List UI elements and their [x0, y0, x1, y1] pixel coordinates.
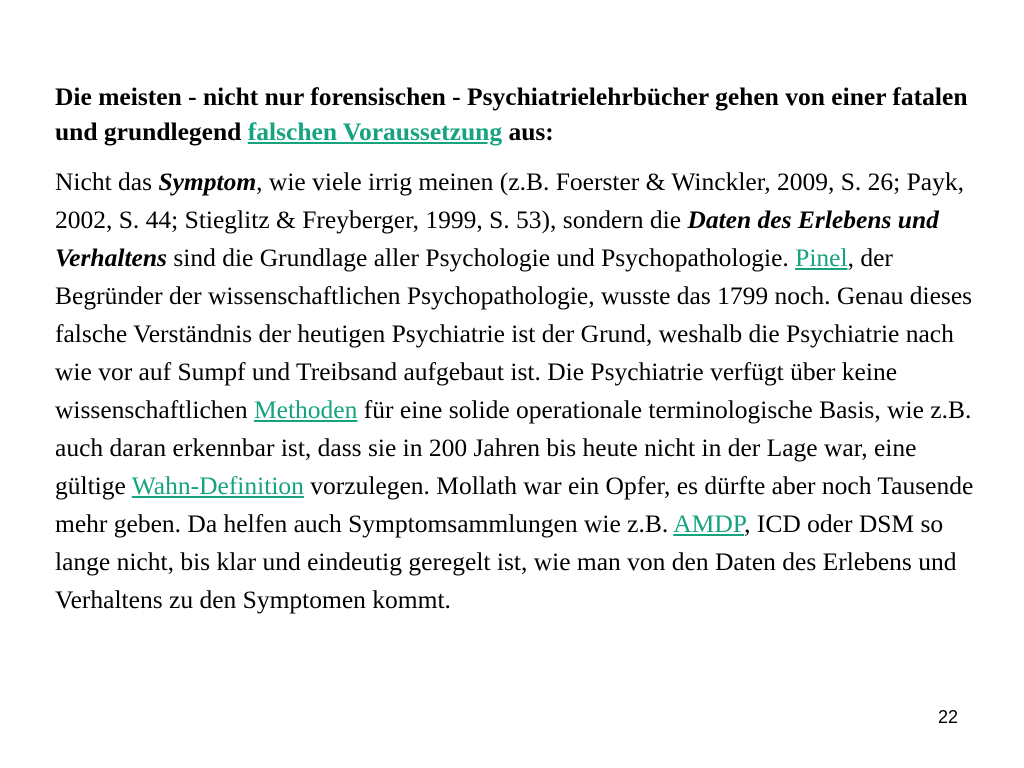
body-text-6: vorzulegen. Mollath war ein Opfer, es dürfte aber noch Tausende mehr geben. Da helfen auch Symptomsammlungen wie z.B. — [55, 471, 974, 538]
link-wahn-definition[interactable]: Wahn-Definition — [131, 471, 304, 500]
body-text-4: , der Begründer der wissenschaftlichen Psychopathologie, wusste das 1799 noch. Genau dieses falsche Verständnis der heutigen Psychiatrie ist der Grund, weshalb die Psychiatrie nach wie vor auf Sumpf und Treibsand aufgebaut ist. Die Psychiatrie verfügt über keine wissenschaftlichen — [55, 243, 973, 424]
link-falschen-voraussetzung[interactable]: falschen Voraussetzung — [247, 117, 503, 146]
body-text-7: , ICD oder DSM so lange nicht, bis klar und eindeutig geregelt ist, wie man von den Daten des Erlebens und Verhaltens zu den Symptomen kommt. — [55, 509, 957, 614]
link-pinel[interactable]: Pinel — [795, 243, 848, 272]
heading-text-start: Die meisten - nicht nur forensischen - Psychiatrielehrbücher gehen von einer fatalen und grundlegend — [55, 82, 968, 146]
slide-body — [55, 163, 975, 619]
body-text-2: , wie viele irrig meinen (z.B. Foerster & Winckler, 2009, S. 26; Payk, 2002, S. 44; Stieglitz & Freyberger, 1999, S. 53), sondern die — [55, 167, 964, 234]
body-text-1: Nicht das — [55, 167, 159, 196]
page-number: 22 — [938, 707, 959, 727]
body-text-3: sind die Grundlage aller Psychologie und Psychopathologie. — [166, 243, 796, 272]
slide-heading — [55, 79, 975, 149]
emphasis-symptom: Symptom — [158, 167, 257, 196]
link-amdp[interactable]: AMDP — [673, 509, 745, 538]
link-methoden[interactable]: Methoden — [253, 395, 358, 424]
heading-text-end: aus: — [502, 117, 554, 146]
emphasis-daten: Daten des Erlebens und Verhaltens — [55, 205, 939, 272]
body-text-5: für eine solide operationale terminologische Basis, wie z.B. auch daran erkennbar ist, dass sie in 200 Jahren bis heute nicht in der Lage war, eine gültige — [55, 395, 972, 500]
